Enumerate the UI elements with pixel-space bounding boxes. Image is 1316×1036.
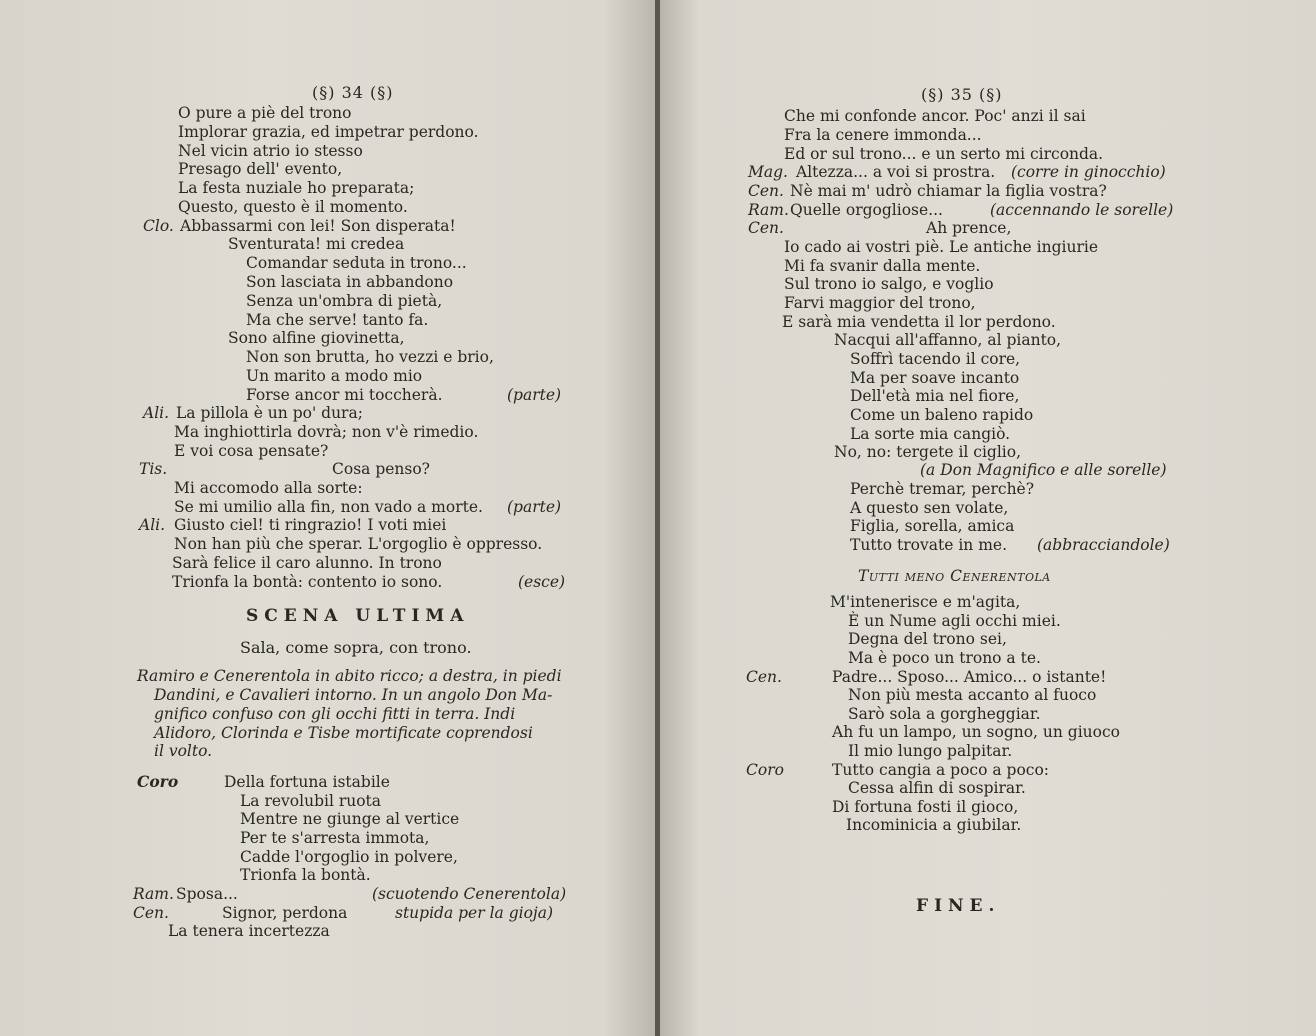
speaker-label: Ali. bbox=[143, 404, 170, 422]
speaker-label: Mag. bbox=[748, 163, 788, 181]
speaker-label: Cen. bbox=[748, 182, 784, 200]
verse-line: No, no: tergete il ciglio, bbox=[834, 443, 1022, 461]
text-line: Forse ancor mi toccherà. bbox=[246, 386, 443, 404]
verse-line: Come un baleno rapido bbox=[850, 406, 1034, 424]
left-page bbox=[0, 0, 656, 1036]
end-mark: FINE. bbox=[916, 896, 1001, 916]
speaker-label: Coro bbox=[746, 761, 784, 779]
text-line: Fra la cenere immonda... bbox=[784, 126, 982, 144]
text-line: Altezza... a voi si prostra. bbox=[796, 163, 996, 181]
text-line: Non han più che sperar. L'orgoglio è oppresso. bbox=[174, 535, 543, 553]
text-line: Mi accomodo alla sorte: bbox=[174, 479, 363, 497]
verse-line: Sarò sola a gorgheggiar. bbox=[848, 705, 1041, 723]
speaker-label: Cen. bbox=[133, 904, 169, 922]
verse-line: Tutto trovate in me. bbox=[850, 536, 1007, 554]
speaker-label: Ram. bbox=[133, 885, 174, 903]
text-line: Sono alfine giovinetta, bbox=[228, 329, 405, 347]
text-line: Nel vicin atrio io stesso bbox=[178, 142, 363, 160]
stage-direction: il volto. bbox=[154, 742, 213, 760]
text-line: Ma che serve! tanto fa. bbox=[246, 311, 429, 329]
verse-line: Ma è poco un trono a te. bbox=[848, 649, 1041, 667]
stage-direction: Dandini, e Cavalieri intorno. In un angolo Don Ma- bbox=[154, 686, 553, 704]
speaker-label: Cen. bbox=[748, 219, 784, 237]
scene-title: SCENA ULTIMA bbox=[246, 606, 470, 626]
text-line: Quelle orgogliose... bbox=[790, 201, 943, 219]
text-line: Mi fa svanir dalla mente. bbox=[784, 257, 981, 275]
speaker-label: Clo. bbox=[143, 217, 174, 235]
text-line: La tenera incertezza bbox=[168, 922, 330, 940]
text-line: Abbassarmi con lei! Son disperata! bbox=[180, 217, 456, 235]
page-number-right: (§) 35 (§) bbox=[921, 85, 1003, 104]
stage-direction: Alidoro, Clorinda e Tisbe mortificate coprendosi bbox=[154, 724, 533, 742]
verse-line: Nacqui all'affanno, al pianto, bbox=[834, 331, 1062, 349]
verse-line: Mentre ne giunge al vertice bbox=[240, 810, 460, 828]
verse-line: Dell'età mia nel fiore, bbox=[850, 387, 1020, 405]
text-line: Io cado ai vostri piè. Le antiche ingiurie bbox=[784, 238, 1098, 256]
text-line: Questo, questo è il momento. bbox=[178, 198, 408, 216]
verse-line: Ah fu un lampo, un sogno, un giuoco bbox=[832, 723, 1121, 741]
verse-line: A questo sen volate, bbox=[850, 499, 1009, 517]
verse-line: Per te s'arresta immota, bbox=[240, 829, 430, 847]
stage-direction: (parte) bbox=[507, 386, 562, 404]
text-line: Sul trono io salgo, e voglio bbox=[784, 275, 994, 293]
speaker-label: Coro bbox=[137, 772, 179, 791]
text-line: Ed or sul trono... e un serto mi circonda. bbox=[784, 145, 1104, 163]
text-line: Comandar seduta in trono... bbox=[246, 254, 467, 272]
speaker-label: Cen. bbox=[746, 668, 782, 686]
stage-direction: (esce) bbox=[518, 573, 566, 591]
right-page bbox=[660, 0, 1316, 1036]
text-line: Ma inghiottirla dovrà; non v'è rimedio. bbox=[174, 423, 479, 441]
verse-line: Tutto cangia a poco a poco: bbox=[832, 761, 1050, 779]
verse-line: Non più mesta accanto al fuoco bbox=[848, 686, 1097, 704]
verse-line: Trionfa la bontà. bbox=[240, 866, 371, 884]
speaker-label: Ali. bbox=[139, 516, 166, 534]
verse-line: Cessa alfin di sospirar. bbox=[848, 779, 1026, 797]
scene-subtitle: Sala, come sopra, con trono. bbox=[240, 638, 472, 657]
verse-line: Incominicia a giubilar. bbox=[846, 816, 1022, 834]
text-line: La pillola è un po' dura; bbox=[176, 404, 363, 422]
verse-line: Della fortuna istabile bbox=[224, 773, 390, 791]
text-line: E voi cosa pensate? bbox=[174, 442, 329, 460]
text-line: Un marito a modo mio bbox=[246, 367, 423, 385]
text-line: Sarà felice il caro alunno. In trono bbox=[172, 554, 442, 572]
text-line: Sposa... bbox=[176, 885, 238, 903]
text-line: Senza un'ombra di pietà, bbox=[246, 292, 443, 310]
stage-direction: (corre in ginocchio) bbox=[1011, 163, 1166, 181]
stage-direction: (parte) bbox=[507, 498, 562, 516]
text-line: Son lasciata in abbandono bbox=[246, 273, 454, 291]
verse-line: La sorte mia cangiò. bbox=[850, 425, 1011, 443]
text-line: Giusto ciel! ti ringrazio! I voti miei bbox=[174, 516, 447, 534]
stage-direction: stupida per la gioja) bbox=[395, 904, 553, 922]
text-line: Presago dell' evento, bbox=[178, 160, 343, 178]
page-number-left: (§) 34 (§) bbox=[312, 83, 394, 102]
text-line: Signor, perdona bbox=[222, 904, 348, 922]
verse-line: Figlia, sorella, amica bbox=[850, 517, 1015, 535]
chorus-heading: Tutti meno Cenerentola bbox=[858, 567, 1051, 585]
verse-line: Padre... Sposo... Amico... o istante! bbox=[832, 668, 1107, 686]
speaker-label: Ram. bbox=[748, 201, 789, 219]
verse-line: Il mio lungo palpitar. bbox=[848, 742, 1013, 760]
verse-line: M'intenerisce e m'agita, bbox=[830, 593, 1021, 611]
stage-direction: (a Don Magnifico e alle sorelle) bbox=[920, 461, 1167, 479]
verse-line: Perchè tremar, perchè? bbox=[850, 480, 1035, 498]
verse-line: Cadde l'orgoglio in polvere, bbox=[240, 848, 458, 866]
text-line: O pure a piè del trono bbox=[178, 104, 352, 122]
text-line: Ah prence, bbox=[926, 219, 1012, 237]
text-line: Non son brutta, ho vezzi e brio, bbox=[246, 348, 494, 366]
text-line: Cosa penso? bbox=[332, 460, 430, 478]
stage-direction: Ramiro e Cenerentola in abito ricco; a destra, in piedi bbox=[137, 667, 562, 685]
stage-direction: (accennando le sorelle) bbox=[990, 201, 1174, 219]
verse-line: È un Nume agli occhi miei. bbox=[848, 612, 1061, 630]
stage-direction: (abbracciandole) bbox=[1037, 536, 1170, 554]
text-line: Sventurata! mi credea bbox=[228, 235, 405, 253]
verse-line: Di fortuna fosti il gioco, bbox=[832, 798, 1019, 816]
verse-line: Ma per soave incanto bbox=[850, 369, 1020, 387]
text-line: Trionfa la bontà: contento io sono. bbox=[172, 573, 443, 591]
text-line: E sarà mia vendetta il lor perdono. bbox=[782, 313, 1056, 331]
verse-line: Soffrì tacendo il core, bbox=[850, 350, 1021, 368]
speaker-label: Tis. bbox=[139, 460, 168, 478]
verse-line: Degna del trono sei, bbox=[848, 630, 1007, 648]
stage-direction: gnifico confuso con gli occhi fitti in terra. Indi bbox=[154, 705, 516, 723]
verse-line: La revolubil ruota bbox=[240, 792, 382, 810]
text-line: Farvi maggior del trono, bbox=[784, 294, 976, 312]
stage-direction: (scuotendo Cenerentola) bbox=[372, 885, 567, 903]
text-line: Se mi umilio alla fin, non vado a morte. bbox=[174, 498, 483, 516]
text-line: Nè mai m' udrò chiamar la figlia vostra? bbox=[790, 182, 1107, 200]
text-line: La festa nuziale ho preparata; bbox=[178, 179, 415, 197]
text-line: Che mi confonde ancor. Poc' anzi il sai bbox=[784, 107, 1086, 125]
text-line: Implorar grazia, ed impetrar perdono. bbox=[178, 123, 479, 141]
